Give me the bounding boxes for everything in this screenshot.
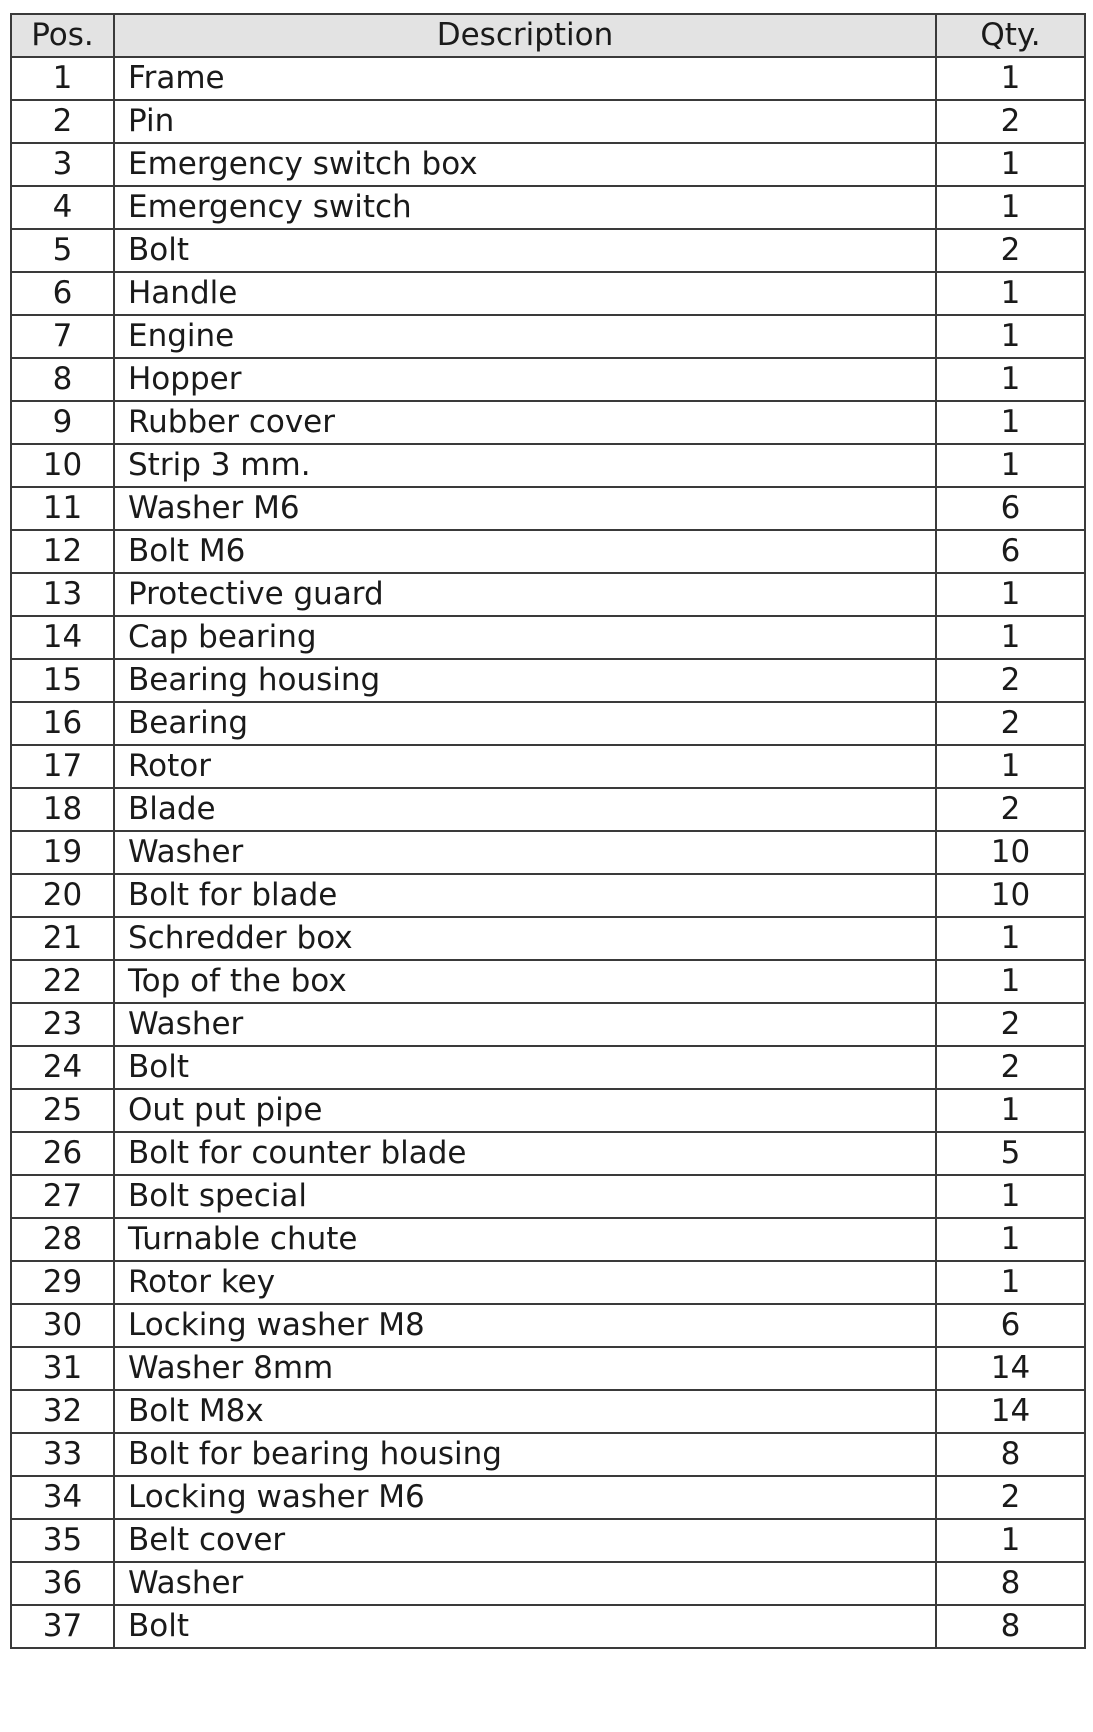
header-qty: Qty. — [936, 14, 1085, 57]
cell-pos: 26 — [11, 1132, 114, 1175]
cell-qty: 1 — [936, 272, 1085, 315]
cell-qty: 6 — [936, 1304, 1085, 1347]
header-description: Description — [114, 14, 936, 57]
table-row — [11, 1519, 1085, 1562]
cell-pos: 1 — [11, 57, 114, 100]
table-row — [11, 1218, 1085, 1261]
cell-description: Protective guard — [114, 573, 936, 616]
table-row — [11, 57, 1085, 100]
cell-description: Rotor key — [114, 1261, 936, 1304]
cell-qty: 2 — [936, 100, 1085, 143]
cell-qty: 10 — [936, 831, 1085, 874]
cell-qty: 1 — [936, 616, 1085, 659]
table-row — [11, 917, 1085, 960]
cell-qty: 1 — [936, 745, 1085, 788]
cell-qty: 1 — [936, 401, 1085, 444]
cell-qty: 2 — [936, 1003, 1085, 1046]
table-row — [11, 229, 1085, 272]
cell-qty: 1 — [936, 1089, 1085, 1132]
table-row — [11, 702, 1085, 745]
table-row — [11, 874, 1085, 917]
cell-description: Locking washer M8 — [114, 1304, 936, 1347]
cell-pos: 24 — [11, 1046, 114, 1089]
table-row — [11, 272, 1085, 315]
cell-pos: 8 — [11, 358, 114, 401]
cell-qty: 8 — [936, 1605, 1085, 1648]
table-row — [11, 745, 1085, 788]
cell-pos: 13 — [11, 573, 114, 616]
cell-qty: 2 — [936, 1476, 1085, 1519]
cell-description: Belt cover — [114, 1519, 936, 1562]
cell-qty: 1 — [936, 143, 1085, 186]
cell-pos: 31 — [11, 1347, 114, 1390]
cell-pos: 17 — [11, 745, 114, 788]
table-row — [11, 1089, 1085, 1132]
table-row — [11, 1003, 1085, 1046]
cell-qty: 2 — [936, 788, 1085, 831]
cell-qty: 2 — [936, 659, 1085, 702]
cell-pos: 5 — [11, 229, 114, 272]
cell-description: Pin — [114, 100, 936, 143]
cell-qty: 2 — [936, 229, 1085, 272]
cell-pos: 37 — [11, 1605, 114, 1648]
table-row — [11, 659, 1085, 702]
parts-list-table — [10, 13, 1086, 1649]
cell-description: Washer 8mm — [114, 1347, 936, 1390]
cell-pos: 33 — [11, 1433, 114, 1476]
cell-pos: 4 — [11, 186, 114, 229]
cell-description: Frame — [114, 57, 936, 100]
cell-qty: 1 — [936, 315, 1085, 358]
table-row — [11, 960, 1085, 1003]
cell-qty: 1 — [936, 1519, 1085, 1562]
cell-description: Emergency switch — [114, 186, 936, 229]
cell-pos: 19 — [11, 831, 114, 874]
table-row — [11, 1476, 1085, 1519]
cell-pos: 28 — [11, 1218, 114, 1261]
header-pos: Pos. — [11, 14, 114, 57]
cell-pos: 34 — [11, 1476, 114, 1519]
cell-description: Rotor — [114, 745, 936, 788]
cell-qty: 10 — [936, 874, 1085, 917]
cell-description: Schredder box — [114, 917, 936, 960]
cell-qty: 14 — [936, 1347, 1085, 1390]
cell-description: Out put pipe — [114, 1089, 936, 1132]
cell-pos: 3 — [11, 143, 114, 186]
cell-pos: 32 — [11, 1390, 114, 1433]
cell-qty: 8 — [936, 1433, 1085, 1476]
cell-description: Engine — [114, 315, 936, 358]
cell-pos: 27 — [11, 1175, 114, 1218]
table-body — [11, 57, 1085, 1648]
cell-qty: 1 — [936, 917, 1085, 960]
cell-description: Bolt — [114, 229, 936, 272]
cell-pos: 29 — [11, 1261, 114, 1304]
cell-pos: 18 — [11, 788, 114, 831]
cell-qty: 1 — [936, 573, 1085, 616]
cell-description: Locking washer M6 — [114, 1476, 936, 1519]
cell-qty: 1 — [936, 1261, 1085, 1304]
cell-description: Bolt for bearing housing — [114, 1433, 936, 1476]
table-row — [11, 186, 1085, 229]
table-row — [11, 1390, 1085, 1433]
cell-description: Bolt for blade — [114, 874, 936, 917]
cell-qty: 14 — [936, 1390, 1085, 1433]
header-row — [11, 14, 1085, 57]
cell-pos: 22 — [11, 960, 114, 1003]
table-row — [11, 530, 1085, 573]
table-row — [11, 143, 1085, 186]
cell-qty: 2 — [936, 702, 1085, 745]
cell-description: Handle — [114, 272, 936, 315]
cell-qty: 1 — [936, 960, 1085, 1003]
cell-pos: 21 — [11, 917, 114, 960]
table-row — [11, 1046, 1085, 1089]
cell-pos: 16 — [11, 702, 114, 745]
cell-description: Bolt — [114, 1605, 936, 1648]
cell-description: Bolt special — [114, 1175, 936, 1218]
table-row — [11, 444, 1085, 487]
cell-qty: 1 — [936, 1175, 1085, 1218]
table-row — [11, 1175, 1085, 1218]
cell-description: Rubber cover — [114, 401, 936, 444]
cell-pos: 20 — [11, 874, 114, 917]
cell-qty: 6 — [936, 487, 1085, 530]
cell-description: Bolt M6 — [114, 530, 936, 573]
cell-pos: 25 — [11, 1089, 114, 1132]
cell-description: Bearing — [114, 702, 936, 745]
cell-description: Washer — [114, 1562, 936, 1605]
table-row — [11, 831, 1085, 874]
cell-pos: 11 — [11, 487, 114, 530]
table-row — [11, 358, 1085, 401]
cell-description: Hopper — [114, 358, 936, 401]
cell-qty: 1 — [936, 358, 1085, 401]
cell-qty: 1 — [936, 186, 1085, 229]
cell-qty: 5 — [936, 1132, 1085, 1175]
cell-pos: 15 — [11, 659, 114, 702]
table-row — [11, 315, 1085, 358]
table-row — [11, 1304, 1085, 1347]
cell-description: Cap bearing — [114, 616, 936, 659]
cell-description: Strip 3 mm. — [114, 444, 936, 487]
table-row — [11, 788, 1085, 831]
table-row — [11, 401, 1085, 444]
cell-pos: 12 — [11, 530, 114, 573]
cell-pos: 35 — [11, 1519, 114, 1562]
cell-qty: 1 — [936, 1218, 1085, 1261]
cell-qty: 6 — [936, 530, 1085, 573]
table-row — [11, 1433, 1085, 1476]
cell-description: Washer — [114, 831, 936, 874]
table-header — [11, 14, 1085, 57]
cell-qty: 1 — [936, 57, 1085, 100]
cell-pos: 9 — [11, 401, 114, 444]
cell-description: Washer M6 — [114, 487, 936, 530]
table-row — [11, 1605, 1085, 1648]
table-row — [11, 573, 1085, 616]
cell-description: Bolt — [114, 1046, 936, 1089]
table-row — [11, 1562, 1085, 1605]
cell-pos: 2 — [11, 100, 114, 143]
cell-qty: 1 — [936, 444, 1085, 487]
cell-description: Bolt for counter blade — [114, 1132, 936, 1175]
cell-description: Washer — [114, 1003, 936, 1046]
table-row — [11, 1261, 1085, 1304]
cell-description: Bolt M8x — [114, 1390, 936, 1433]
cell-description: Turnable chute — [114, 1218, 936, 1261]
cell-pos: 10 — [11, 444, 114, 487]
cell-description: Blade — [114, 788, 936, 831]
table-row — [11, 616, 1085, 659]
cell-qty: 8 — [936, 1562, 1085, 1605]
cell-pos: 14 — [11, 616, 114, 659]
cell-pos: 7 — [11, 315, 114, 358]
cell-pos: 30 — [11, 1304, 114, 1347]
table-row — [11, 487, 1085, 530]
table-row — [11, 1132, 1085, 1175]
cell-qty: 2 — [936, 1046, 1085, 1089]
table-row — [11, 100, 1085, 143]
cell-description: Emergency switch box — [114, 143, 936, 186]
cell-description: Top of the box — [114, 960, 936, 1003]
cell-pos: 36 — [11, 1562, 114, 1605]
cell-description: Bearing housing — [114, 659, 936, 702]
cell-pos: 23 — [11, 1003, 114, 1046]
table-row — [11, 1347, 1085, 1390]
cell-pos: 6 — [11, 272, 114, 315]
